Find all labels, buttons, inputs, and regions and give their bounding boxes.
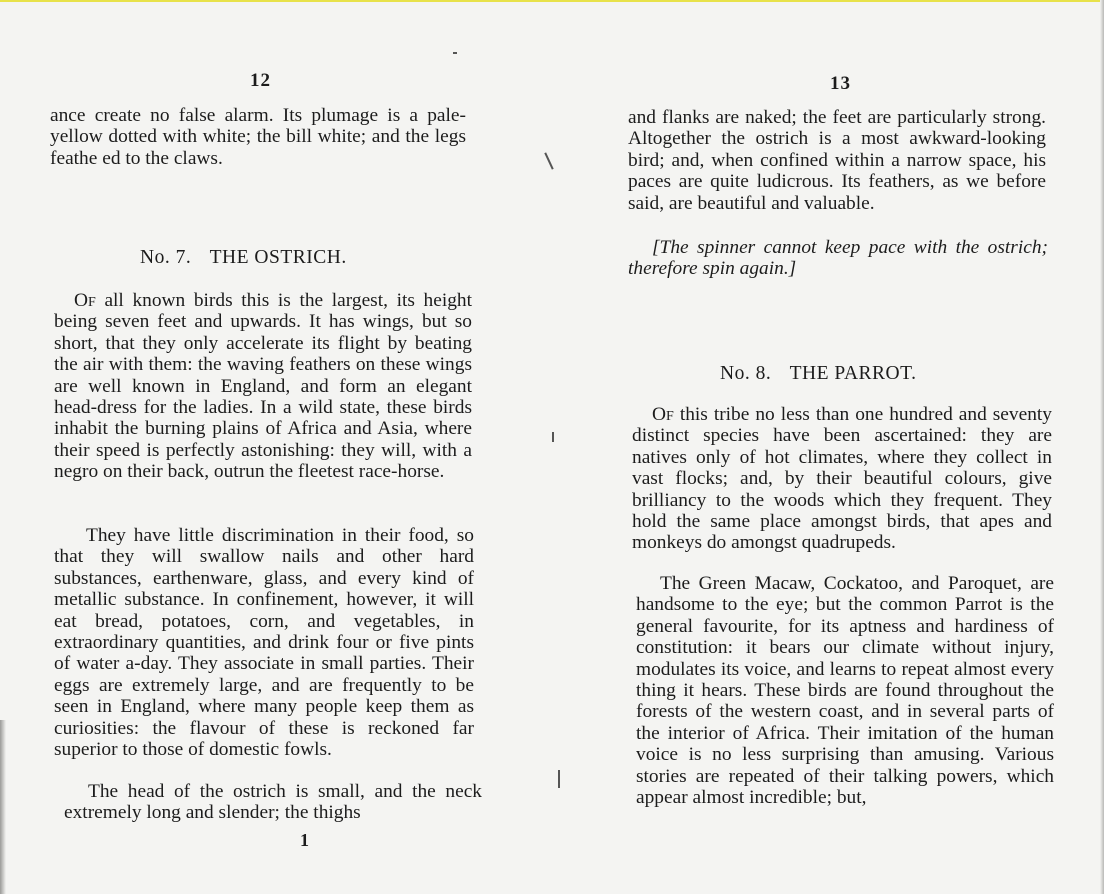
drop-initial: Of — [74, 290, 96, 311]
section-title: THE PARROT. — [789, 363, 917, 384]
section-heading-ostrich — [140, 247, 347, 269]
gutter-mark — [552, 432, 554, 442]
binding-shadow — [0, 720, 6, 894]
paragraph-text: all known birds this is the largest, its height being seven feet and upwards. It has wings, but so short, that they only accelerate its flight by beating the air with them: the waving feathers on these wings are well known in England, and form an elegant head-dress for the ladies. In a wild state, these birds inhabit the burning plains of Africa and Asia, where their speed is perfectly astonishing: they will, with a negro on their back, outrun the fleetest race-horse. — [54, 290, 472, 483]
drop-initial: Of — [652, 404, 674, 425]
page-number-right: 13 — [830, 73, 851, 94]
ostrich-paragraph-1 — [54, 290, 472, 483]
paragraph-text: this tribe no less than one hundred and seventy distinct species have been ascertained: they are natives only of hot climates, where they collect in vast flocks; and, by their beautiful colours, give brilliancy to the woods which they frequent. They hold the same place amongst birds, that apes and monkeys do amongst quadrupeds. — [632, 404, 1052, 554]
parrot-paragraph-2: The Green Macaw, Cockatoo, and Paroquet, are handsome to the eye; but the common Parrot is the general favourite, for its aptness and hardiness of constitution: it bears our climate without injury, modulates its voice, and learns to repeat almost every thing it hears. These birds are found throughout the forests of the western coast, and in several parts of the interior of Africa. Their imitation of the human voice is no less surprising than amusing. Various stories are repeated of their talking powers, which appear almost incredible; but, — [636, 573, 1054, 809]
page-edge-shadow — [1100, 0, 1104, 894]
right-page — [552, 0, 1104, 894]
carryover-paragraph: ance create no false alarm. Its plumage is a pale-yellow dotted with white; the bill white; and the legs feathe ed to the claws. — [50, 105, 466, 169]
section-title: THE OSTRICH. — [209, 247, 347, 268]
section-number: No. 8. — [720, 363, 772, 384]
section-heading-parrot — [720, 363, 916, 385]
ostrich-paragraph-3: The head of the ostrich is small, and the neck extremely long and slender; the thighs — [64, 781, 482, 824]
signature-mark: 1 — [300, 830, 309, 850]
gutter-mark — [558, 770, 560, 788]
section-number: No. 7. — [140, 247, 192, 268]
page-number-left: 12 — [250, 70, 271, 91]
ostrich-paragraph-2: They have little discrimination in their food, so that they will swallow nails and other hard substances, earthenware, glass, and every kind of metallic substance. In confinement, however, it will eat bread, potatoes, corn, and vegetables, in extraordinary quantities, and drink four or five pints of water a-day. They associate in small parties. Their eggs are extremely large, and are frequently to be seen in England, where many people keep them as curiosities: the flavour of these is reckoned far superior to those of domestic fowls. — [54, 525, 474, 761]
speck-mark — [453, 52, 457, 54]
parrot-paragraph-1 — [632, 404, 1052, 554]
carryover-paragraph: and flanks are naked; the feet are particularly strong. Altogether the ostrich is a most awkward-looking bird; and, when confined within a narrow space, his paces are quite ludicrous. Its feathers, as we before said, are beautiful and valuable. — [628, 107, 1046, 214]
game-instruction-note: [The spinner cannot keep pace with the ostrich; therefore spin again.] — [628, 237, 1048, 280]
